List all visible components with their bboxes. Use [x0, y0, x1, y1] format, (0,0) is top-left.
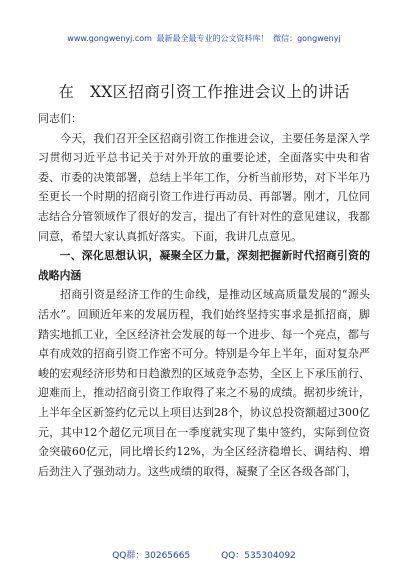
page-footer	[0, 548, 408, 561]
salutation: 同志们：	[38, 112, 82, 125]
website-link[interactable]: www.gongwenyj.com	[67, 34, 152, 43]
intro-paragraph: 今天，我们召开全区招商引资工作推进会议，主要任务是深入学习贯彻习近平总书记关于对外开放的重要论述，全面落实中央和省委、市委的决策部署，总结上半年工作，分析当前形势，对下半年乃至更长一个时期的招商引资工作进行再动员、再部署。刚才，几位同志结合分管领域作了很好的发言，提出了有针对性的意见建议，我都同意，希望大家认真抓好落实。下面，我讲几点意见。	[38, 131, 370, 243]
qq-group: QQ群：30265665	[112, 551, 191, 561]
page-header	[0, 33, 408, 44]
header-slogan: 最新最全最专业的公文资料库！	[156, 34, 269, 43]
wechat-id: 微信：gongwenyj	[273, 34, 341, 43]
document-title: 在 XX区招商引资工作推进会议上的讲话	[58, 83, 350, 101]
document-body	[38, 109, 370, 481]
qq-contact: QQ：535304092	[221, 551, 296, 561]
section-heading: 一、深化思想认识，凝聚全区力量，深刻把握新时代招商引资的战略内涵	[38, 249, 370, 282]
section-paragraph: 招商引资是经济工作的生命线，是推动区域高质量发展的“源头活水”。回顾近年来的发展历程，我们始终坚持实事求是抓招商，脚踏实地抓工业，全区经济社会发展的每一个进步、每一个亮点，都与卓有成效的招商引资工作密不可分。特别是今年上半年，面对复杂严峻的宏观经济形势和日趋激烈的区域竞争态势，全区上下承压前行、迎难而上，推动招商引资工作取得了来之不易的成绩。据初步统计，上半年全区新签约亿元以上项目达到28个，协议总投资额超过300亿元，其中12个超亿元项目在一季度就实现了集中签约，实际到位资金突破60亿元，同比增长约12%，为全区经济稳增长、调结构、增后劲注入了强劲动力。这些成绩的取得，凝聚了全区各级各部门，	[38, 288, 370, 478]
